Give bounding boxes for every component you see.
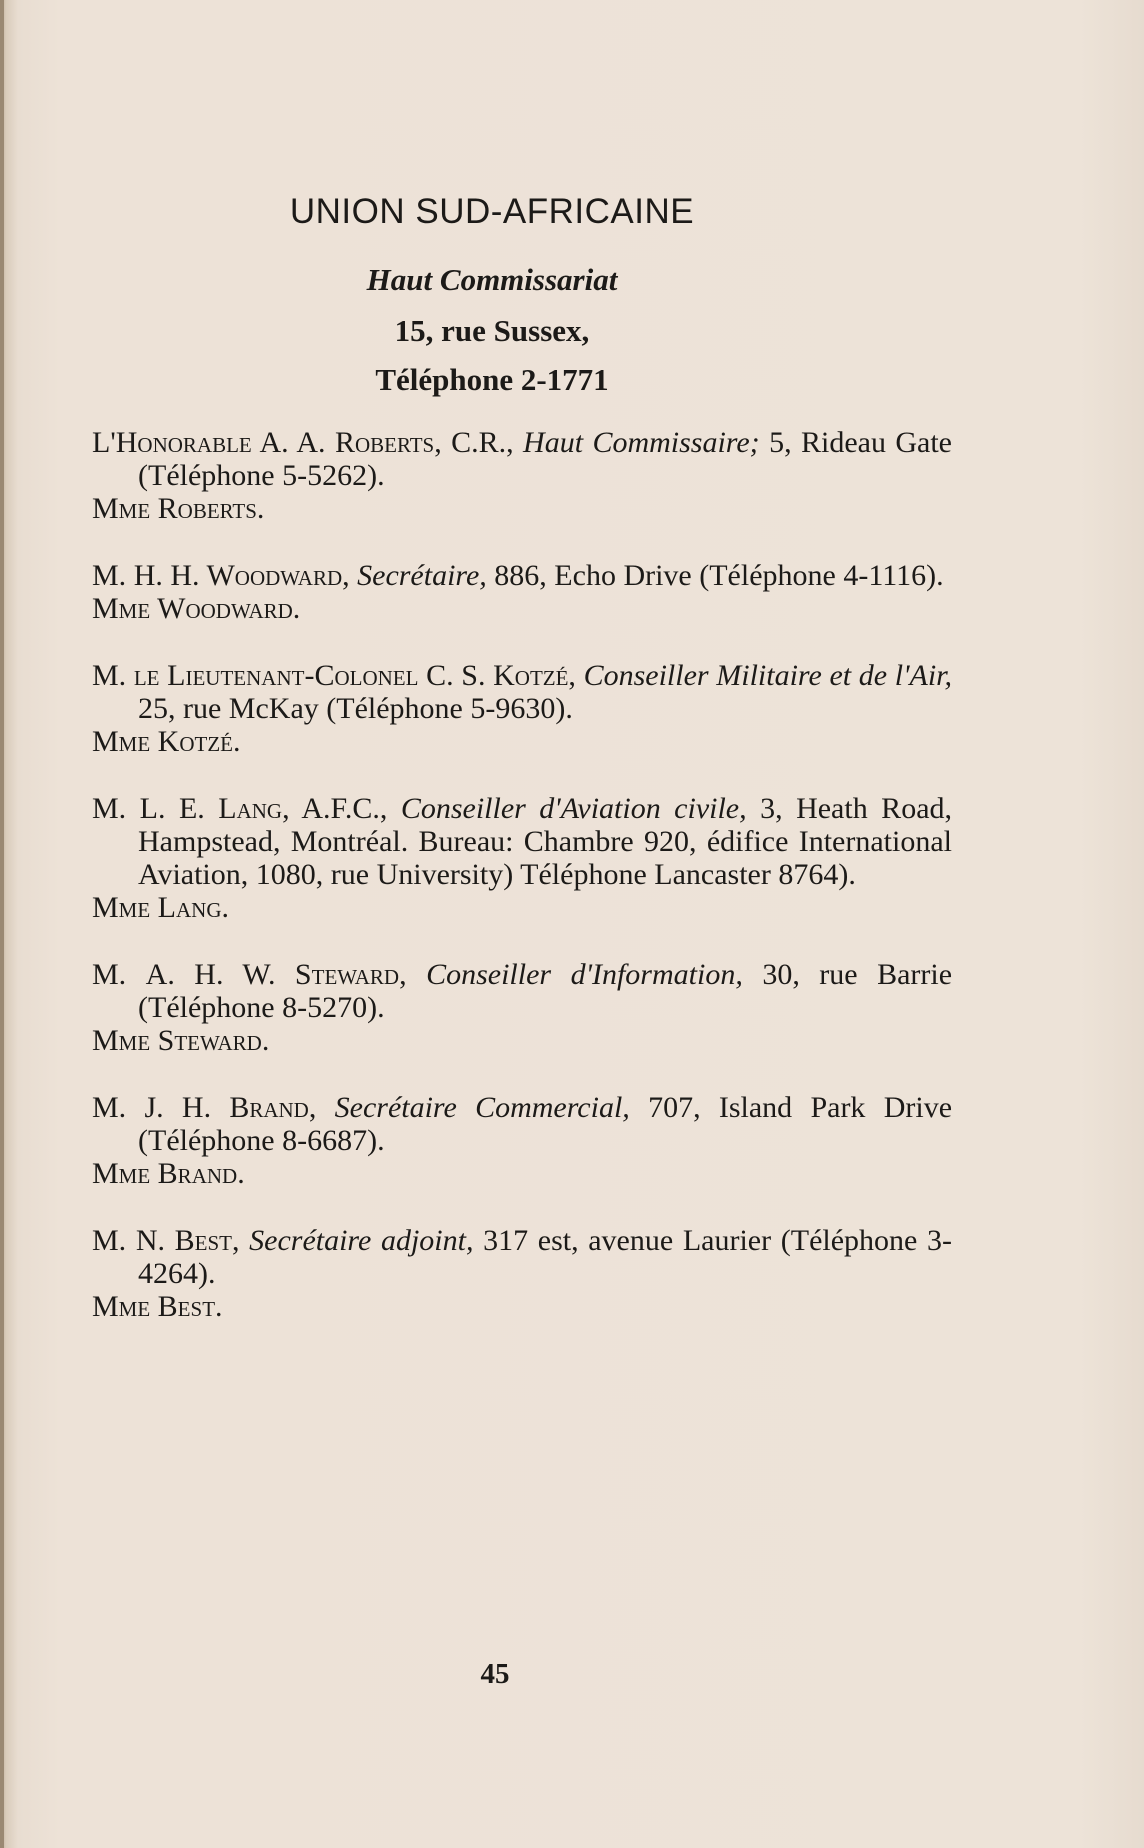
staff-details: 707, Island Park Drive (Téléphone 8-6687). (138, 1091, 953, 1157)
staff-name: A. H. W. Steward, (145, 958, 407, 991)
staff-entry-main (92, 958, 952, 1024)
page-title: UNION SUD-AFRICAINE (289, 192, 695, 231)
entry-prefix: M. (92, 1224, 136, 1257)
staff-entry (92, 559, 952, 625)
staff-entry-main (92, 1224, 952, 1290)
staff-entry (92, 792, 952, 924)
office-address: 15, rue Sussex, (394, 313, 590, 348)
staff-name: N. Best, (135, 1224, 240, 1257)
staff-entry-main (92, 559, 952, 592)
staff-role: Haut Commissaire; (523, 426, 760, 459)
staff-entry-main (92, 659, 952, 725)
entry-prefix: M. (92, 659, 134, 692)
staff-entry (92, 1224, 952, 1323)
staff-name: le Lieutenant-Colonel C. S. Kotzé, (133, 659, 576, 692)
staff-details: 25, rue McKay (Téléphone 5-9630). (138, 692, 573, 725)
staff-entry (92, 426, 952, 525)
staff-details: 886, Echo Drive (Téléphone 4-1116). (494, 559, 944, 592)
staff-role: Conseiller d'Information, (426, 958, 743, 991)
staff-entry-main (92, 792, 952, 891)
spouse-name: Mme Roberts. (92, 492, 265, 525)
staff-details: 30, rue Barrie (Téléphone 8-5270). (138, 958, 953, 1024)
page-subtitle: Haut Commissariat (366, 262, 618, 297)
staff-name: J. H. Brand, (144, 1091, 317, 1124)
staff-entry-main (92, 426, 952, 492)
staff-role: Secrétaire, (357, 559, 487, 592)
staff-role: Conseiller d'Aviation civile, (400, 792, 747, 825)
staff-entry (92, 958, 952, 1057)
office-telephone: Téléphone 2-1771 (375, 362, 609, 397)
staff-details: 5, Rideau Gate (Téléphone 5-5262). (138, 426, 953, 492)
staff-role: Conseiller Militaire et de l'Air, (583, 659, 953, 692)
staff-list (92, 400, 952, 1323)
entry-prefix: M. (92, 792, 140, 825)
spouse-name: Mme Brand. (92, 1157, 245, 1190)
staff-entry (92, 659, 952, 758)
page-number: 45 (480, 1658, 510, 1690)
spouse-name: Mme Best. (92, 1290, 223, 1323)
spouse-name: Mme Steward. (92, 1024, 270, 1057)
staff-name: H. H. Woodward, (133, 559, 350, 592)
staff-role: Secrétaire Commercial, (334, 1091, 630, 1124)
staff-role: Secrétaire adjoint, (249, 1224, 474, 1257)
entry-prefix: L' (92, 426, 116, 459)
entry-prefix: M. (92, 559, 134, 592)
staff-details: 3, Heath Road, Hampstead, Montréal. Bureau: Chambre 920, édifice International Aviation, 1080, rue University) Téléphone Lancaster 8764). (138, 792, 953, 891)
entry-prefix: M. (92, 958, 146, 991)
staff-entry (92, 1091, 952, 1190)
entry-prefix: M. (92, 1091, 145, 1124)
spouse-name: Mme Lang. (92, 891, 229, 924)
staff-name: L. E. Lang, A.F.C., (139, 792, 388, 825)
staff-details: 317 est, avenue Laurier (Téléphone 3-4264). (138, 1224, 952, 1290)
staff-entry-main (92, 1091, 952, 1157)
spouse-name: Mme Woodward. (92, 592, 301, 625)
staff-name: Honorable A. A. Roberts, C.R., (115, 426, 514, 459)
spouse-name: Mme Kotzé. (92, 725, 241, 758)
